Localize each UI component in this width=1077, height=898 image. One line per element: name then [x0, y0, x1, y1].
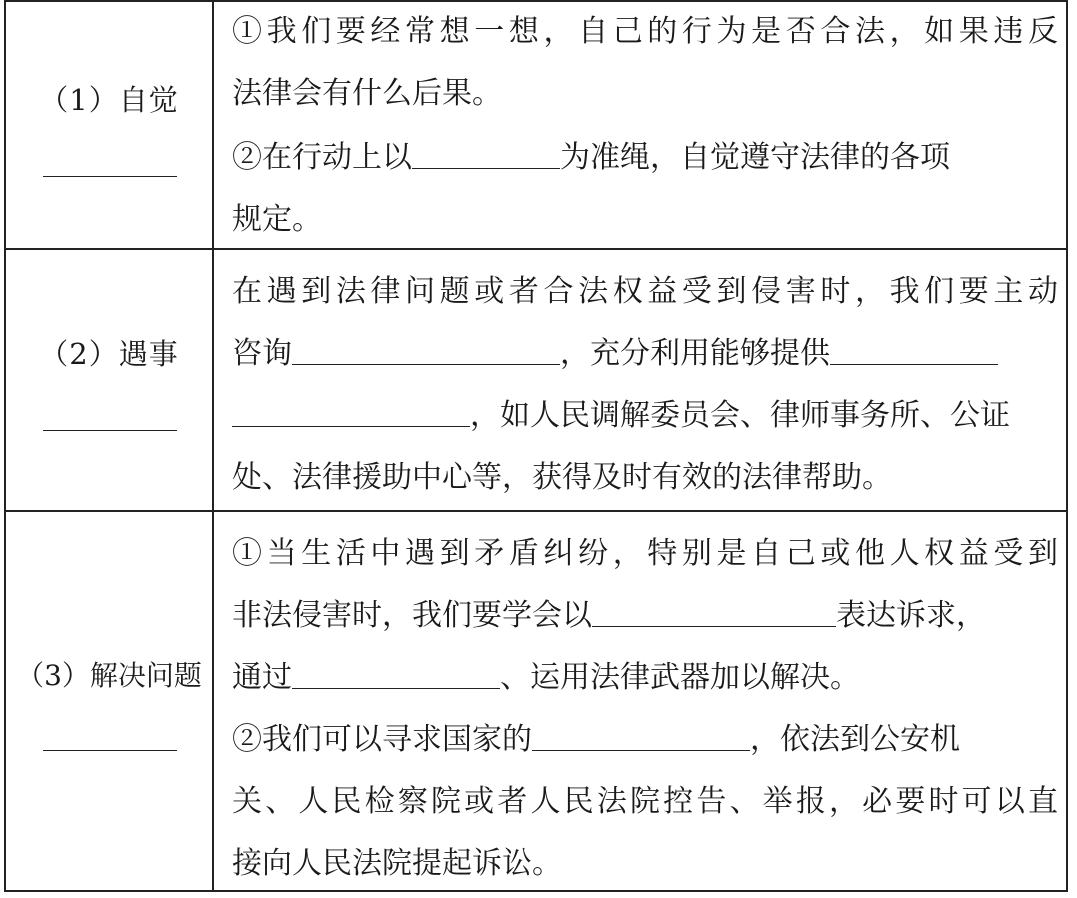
content-line: 接向人民法院提起诉讼。: [232, 846, 562, 881]
content-line: ①我们要经常想一想，自己的行为是否合法，如果违反: [232, 14, 1058, 49]
row-heading-cell: [6, 250, 214, 510]
row-content-cell: [232, 250, 1058, 510]
content-text: ②我们可以寻求国家的: [232, 722, 532, 757]
content-text: ，如人民调解委员会、律师事务所、公证: [470, 398, 1010, 433]
content-line: [232, 334, 998, 374]
heading-fill-blank[interactable]: [43, 750, 177, 751]
content-text: 非法侵害时，我们要学会以: [232, 598, 592, 633]
content-text: 咨询: [232, 336, 292, 371]
content-text: 、运用法律武器加以解决。: [500, 660, 860, 695]
heading-fill-blank[interactable]: [43, 176, 177, 177]
row-heading-label: （3）解决问题: [16, 659, 202, 692]
content-line: 在遇到法律问题或者合法权益受到侵害时，我们要主动: [232, 274, 1058, 309]
fill-blank[interactable]: [292, 334, 560, 365]
table-row: [6, 512, 1066, 890]
content-line: [232, 396, 1010, 436]
content-text: 为准绳，自觉遵守法律的各项: [560, 140, 950, 175]
fill-blank[interactable]: [592, 596, 836, 627]
content-line: [232, 138, 950, 178]
fill-blank[interactable]: [532, 720, 750, 751]
content-text: ，充分利用能够提供: [560, 336, 830, 371]
fill-blank[interactable]: [830, 334, 998, 365]
content-text: ②在行动上以: [232, 140, 412, 175]
row-heading-cell: [6, 2, 214, 248]
content-line: 法律会有什么后果。: [232, 76, 502, 111]
row-content-cell: [232, 512, 1058, 890]
row-heading-label: （1）自觉: [39, 83, 179, 117]
content-line: 规定。: [232, 202, 322, 237]
row-content-cell: [232, 2, 1058, 248]
fill-blank[interactable]: [292, 658, 500, 689]
table-row: [6, 250, 1066, 512]
content-line: [232, 658, 860, 698]
row-heading-cell: [6, 512, 214, 890]
content-line: [232, 720, 960, 760]
content-text: 表达诉求，: [836, 598, 986, 633]
fill-blank[interactable]: [412, 138, 560, 169]
row-heading-label: （2）遇事: [39, 337, 179, 371]
content-line: 关、人民检察院或者人民法院控告、举报，必要时可以直: [232, 784, 1058, 819]
content-text: ，依法到公安机: [750, 722, 960, 757]
heading-fill-blank[interactable]: [43, 430, 177, 431]
content-line: ①当生活中遇到矛盾纠纷，特别是自己或他人权益受到: [232, 536, 1058, 571]
content-line: [232, 596, 986, 636]
content-line: 处、法律援助中心等，获得及时有效的法律帮助。: [232, 460, 892, 495]
knowledge-table: [4, 0, 1068, 892]
content-text: 通过: [232, 660, 292, 695]
fill-blank-continued[interactable]: [232, 396, 470, 427]
table-row: [6, 2, 1066, 250]
